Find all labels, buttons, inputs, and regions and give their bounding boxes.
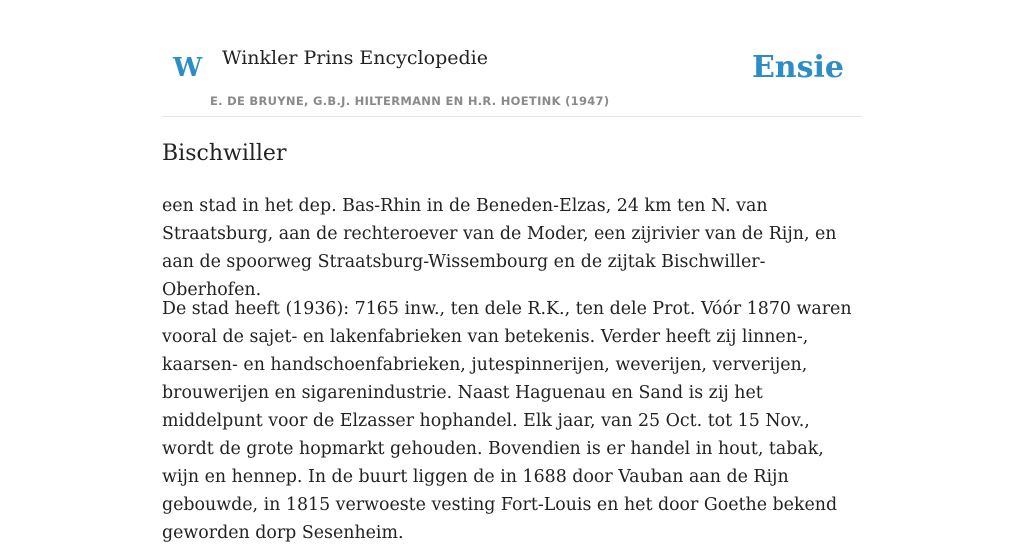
encyclopedia-header	[162, 0, 862, 117]
winkler-prins-logo[interactable]: W	[173, 53, 203, 83]
article-paragraph: een stad in het dep. Bas-Rhin in de Beneden-Elzas, 24 km ten N. van Straatsburg, aan de rechteroever van de Moder, een zijrivier van de Rijn, en aan de spoorweg Straatsburg-Wissembourg en de zijtak Bischwiller-Oberhofen.	[162, 196, 837, 300]
article-paragraph: De stad heeft (1936): 7165 inw., ten dele R.K., ten dele Prot. Vóór 1870 waren vooral de sajet- en lakenfabrieken van betekenis. Verder heeft zij linnen-, kaarsen- en handschoenfabrieken, jutespinnerijen, weverijen, ververijen, brouwerijen en sigarenindustrie. Naast Haguenau en Sand is zij het middelpunt voor de Elzasser hophandel. Elk jaar, van 25 Oct. tot 15 Nov., wordt de grote hopmarkt gehouden. Bovendien is er handel in hout, tabak, wijn en hennep. In de buurt liggen de in 1688 door Vauban aan de Rijn gebouwde, in 1815 verwoeste vesting Fort-Louis en het door Goethe bekend geworden dorp Sesenheim.	[162, 299, 852, 543]
publication-authors: E. DE BRUYNE, G.B.J. HILTERMANN EN H.R. HOETINK (1947)	[210, 94, 610, 108]
article-title: Bischwiller	[162, 141, 287, 166]
ensie-brand-link[interactable]: Ensie	[751, 50, 844, 85]
publication-title[interactable]: Winkler Prins Encyclopedie	[222, 47, 488, 69]
page	[162, 0, 862, 543]
